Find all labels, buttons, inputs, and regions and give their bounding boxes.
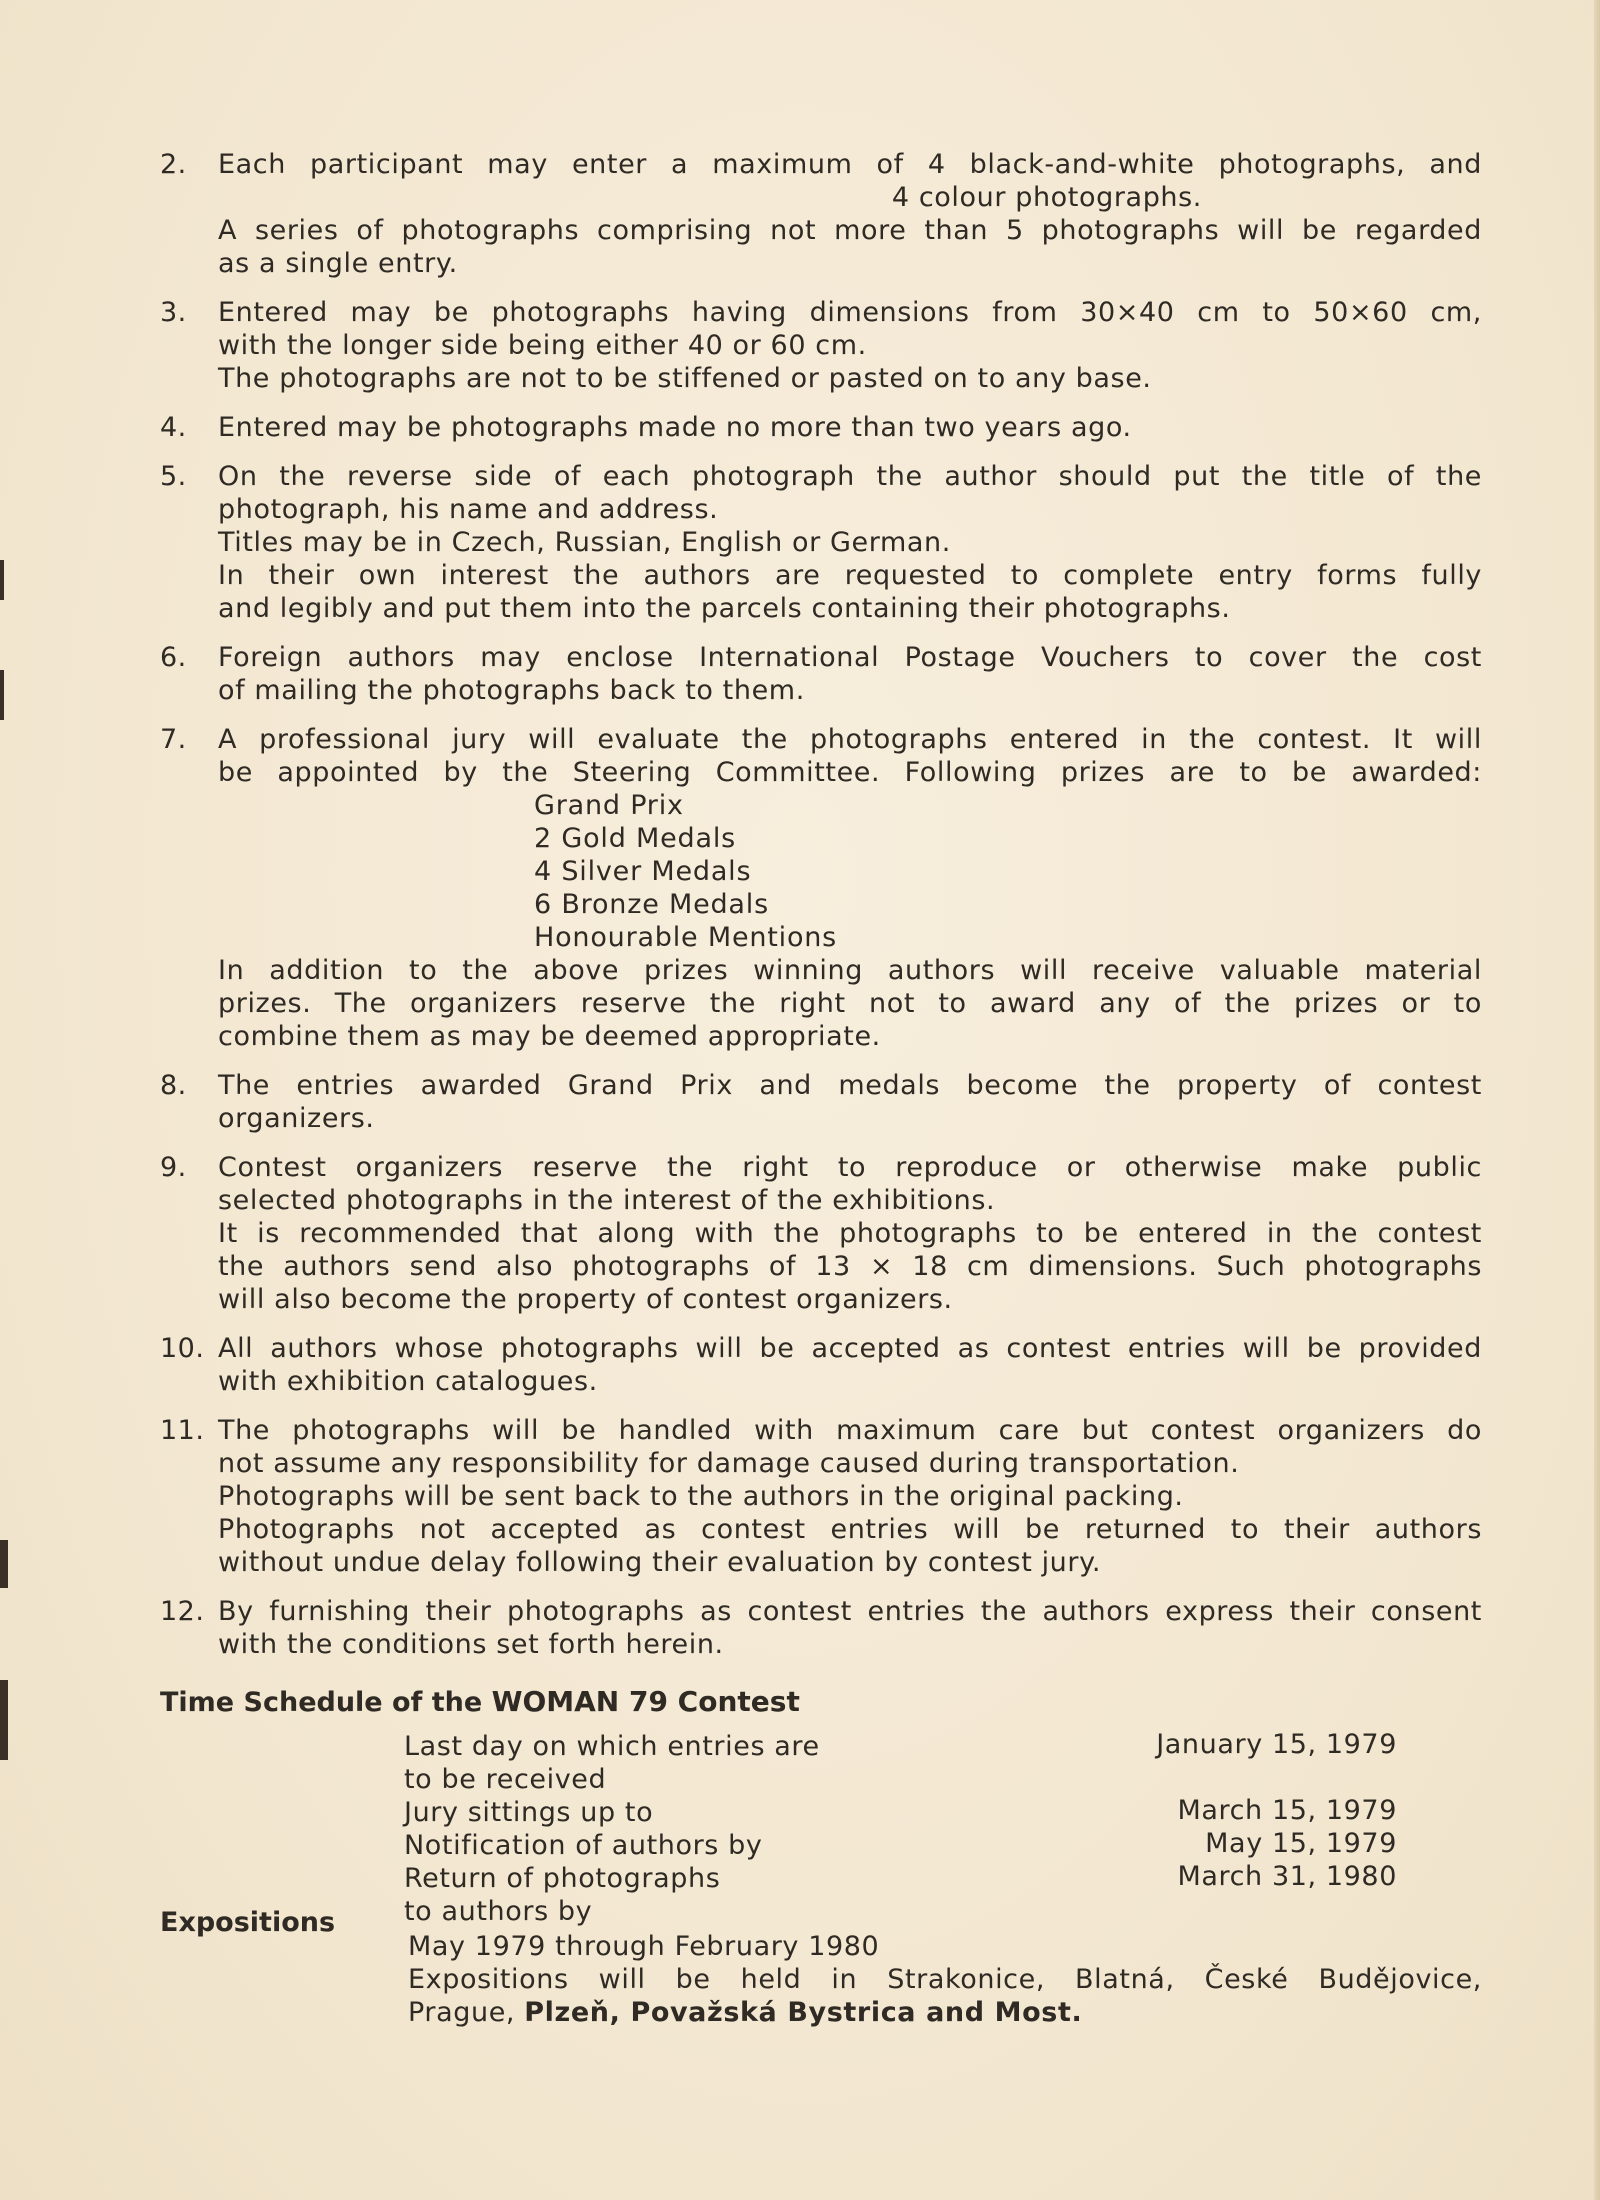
rule-line: not assume any responsibility for damage caused during transportation. bbox=[218, 1448, 1240, 1479]
prize-item: 2 Gold Medals bbox=[534, 823, 736, 854]
rule-body bbox=[218, 1332, 1482, 1398]
rule-item bbox=[160, 1069, 1482, 1135]
schedule-date: March 15, 1979 bbox=[1177, 1795, 1397, 1826]
margin-mark bbox=[0, 1540, 8, 1588]
rule-line: and legibly and put them into the parcels containing their photographs. bbox=[218, 593, 1231, 624]
expositions-line: Expositions will be held in Strakonice, Blatná, České Budějovice, bbox=[408, 1964, 1482, 1995]
schedule-label: to be received bbox=[404, 1764, 607, 1795]
rule-item bbox=[160, 148, 1482, 280]
rule-line: On the reverse side of each photograph the author should put the title of the bbox=[218, 461, 1482, 492]
rule-body bbox=[218, 296, 1482, 395]
rule-item bbox=[160, 1332, 1482, 1398]
rule-line: prizes. The organizers reserve the right not to award any of the prizes or to bbox=[218, 988, 1482, 1019]
expositions-period: May 1979 through February 1980 bbox=[408, 1931, 880, 1962]
rule-number: 7. bbox=[160, 724, 187, 755]
margin-mark bbox=[0, 560, 4, 600]
rule-body bbox=[218, 148, 1482, 280]
rule-line: In addition to the above prizes winning authors will receive valuable material bbox=[218, 955, 1482, 986]
rule-line: Photographs not accepted as contest entries will be returned to their authors bbox=[218, 1514, 1482, 1545]
rule-body bbox=[218, 1595, 1482, 1661]
rule-line: with exhibition catalogues. bbox=[218, 1366, 598, 1397]
rule-line: All authors whose photographs will be accepted as contest entries will be provided bbox=[218, 1333, 1482, 1364]
expositions-heading: Expositions bbox=[160, 1907, 336, 1938]
expositions-cities-bold: Plzeň, Považská Bystrica and Most. bbox=[524, 1997, 1083, 2028]
rule-line: The photographs are not to be stiffened or pasted on to any base. bbox=[218, 363, 1152, 394]
schedule-heading bbox=[160, 1685, 1482, 1720]
rule-line: By furnishing their photographs as contest entries the authors express their consent bbox=[218, 1596, 1482, 1627]
rule-number: 10. bbox=[160, 1333, 205, 1364]
rule-item bbox=[160, 723, 1482, 1053]
rule-line: without undue delay following their evaluation by contest jury. bbox=[218, 1547, 1101, 1578]
rule-line: of mailing the photographs back to them. bbox=[218, 675, 805, 706]
rule-body bbox=[218, 641, 1482, 707]
rule-line: 4 colour photographs. bbox=[891, 182, 1202, 213]
rule-number: 2. bbox=[160, 149, 187, 180]
rule-line: In their own interest the authors are requested to complete entry forms fully bbox=[218, 560, 1482, 591]
rule-line: Titles may be in Czech, Russian, English or German. bbox=[218, 527, 951, 558]
rule-number: 3. bbox=[160, 297, 187, 328]
schedule-label: Last day on which entries are bbox=[404, 1731, 820, 1762]
rule-line: Photographs will be sent back to the authors in the original packing. bbox=[218, 1481, 1184, 1512]
rule-line: combine them as may be deemed appropriate. bbox=[218, 1021, 881, 1052]
rule-line: The photographs will be handled with maximum care but contest organizers do bbox=[218, 1415, 1482, 1446]
rule-line: Entered may be photographs made no more than two years ago. bbox=[218, 412, 1132, 443]
rule-line: the authors send also photographs of 13 × 18 cm dimensions. Such photographs bbox=[218, 1251, 1482, 1282]
rule-body bbox=[218, 1069, 1482, 1135]
rule-item bbox=[160, 460, 1482, 625]
prize-item: Honourable Mentions bbox=[534, 922, 838, 953]
expositions-line bbox=[408, 1996, 1482, 2029]
page-edge bbox=[1594, 0, 1600, 2200]
rule-line: Foreign authors may enclose International Postage Vouchers to cover the cost bbox=[218, 642, 1482, 673]
rule-line: It is recommended that along with the photographs to be entered in the contest bbox=[218, 1218, 1482, 1249]
rule-line: with the conditions set forth herein. bbox=[218, 1629, 724, 1660]
prize-list bbox=[218, 789, 1482, 954]
schedule-label: Return of photographs bbox=[404, 1863, 721, 1894]
margin-mark bbox=[0, 1680, 8, 1760]
rule-body bbox=[218, 460, 1482, 625]
schedule-heading-title: WOMAN 79 Contest bbox=[491, 1685, 800, 1718]
rule-item bbox=[160, 1595, 1482, 1661]
expositions-city: Prague, bbox=[408, 1997, 516, 2028]
rule-item bbox=[160, 1414, 1482, 1579]
prize-item: 6 Bronze Medals bbox=[534, 889, 769, 920]
rule-number: 5. bbox=[160, 461, 187, 492]
prize-item: 4 Silver Medals bbox=[534, 856, 752, 887]
schedule-label: Notification of authors by bbox=[404, 1830, 763, 1861]
rule-line: selected photographs in the interest of the exhibitions. bbox=[218, 1185, 996, 1216]
schedule-label: Jury sittings up to bbox=[404, 1797, 654, 1828]
rule-line: organizers. bbox=[218, 1103, 375, 1134]
schedule-label: to authors by bbox=[404, 1896, 593, 1927]
rule-line: as a single entry. bbox=[218, 248, 458, 279]
rules-content bbox=[160, 148, 1482, 2029]
rule-line: be appointed by the Steering Committee. Following prizes are to be awarded: bbox=[218, 757, 1482, 788]
rule-item bbox=[160, 641, 1482, 707]
rule-item bbox=[160, 1151, 1482, 1316]
rule-number: 11. bbox=[160, 1415, 205, 1446]
rule-number: 12. bbox=[160, 1596, 205, 1627]
rule-line: Contest organizers reserve the right to reproduce or otherwise make public bbox=[218, 1152, 1482, 1183]
rule-item bbox=[160, 296, 1482, 395]
rule-item bbox=[160, 411, 1482, 444]
rule-body bbox=[218, 1414, 1482, 1579]
rule-line: Entered may be photographs having dimensions from 30×40 cm to 50×60 cm, bbox=[218, 297, 1482, 328]
rule-number: 9. bbox=[160, 1152, 187, 1183]
prize-item: Grand Prix bbox=[534, 790, 684, 821]
schedule-date: May 15, 1979 bbox=[1205, 1828, 1397, 1859]
rule-line: photograph, his name and address. bbox=[218, 494, 719, 525]
rule-number: 4. bbox=[160, 412, 187, 443]
rule-line: Each participant may enter a maximum of 4 black-and-white photographs, and bbox=[218, 149, 1482, 180]
rule-body bbox=[218, 723, 1482, 1053]
rule-number: 8. bbox=[160, 1070, 187, 1101]
schedule-table bbox=[160, 1730, 1482, 1926]
rule-line: A professional jury will evaluate the photographs entered in the contest. It will bbox=[218, 724, 1482, 755]
schedule-date: January 15, 1979 bbox=[1156, 1729, 1397, 1760]
rule-number: 6. bbox=[160, 642, 187, 673]
rule-body bbox=[218, 411, 1482, 444]
rule-line: A series of photographs comprising not more than 5 photographs will be regarded bbox=[218, 215, 1482, 246]
rule-line: The entries awarded Grand Prix and medals become the property of contest bbox=[218, 1070, 1482, 1101]
rule-line: will also become the property of contest organizers. bbox=[218, 1284, 953, 1315]
expositions-body bbox=[160, 1930, 1482, 2029]
rule-line: with the longer side being either 40 or 60 cm. bbox=[218, 330, 867, 361]
schedule-date: March 31, 1980 bbox=[1177, 1861, 1397, 1892]
margin-mark bbox=[0, 670, 4, 720]
schedule-heading-prefix: Time Schedule of the bbox=[160, 1687, 483, 1718]
rule-body bbox=[218, 1151, 1482, 1316]
